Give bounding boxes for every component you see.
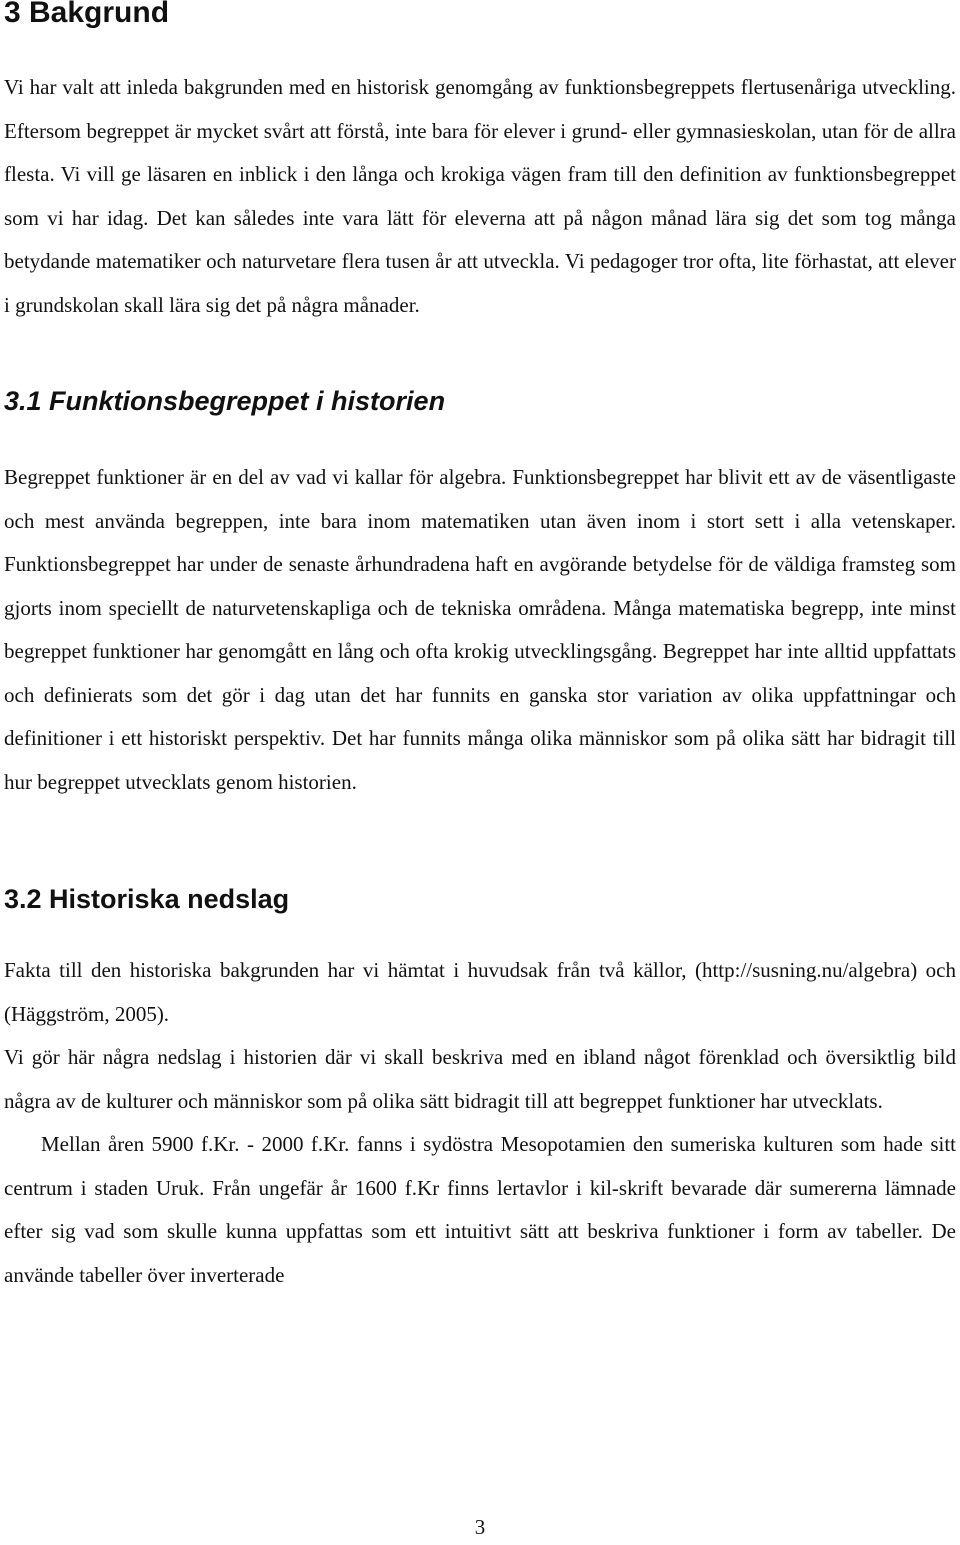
section-3-2-heading: 3.2 Historiska nedslag (4, 884, 290, 914)
section-3-1-paragraph: Begreppet funktioner är en del av vad vi kallar för algebra. Funktionsbegreppet har blivit ett av de väsentligaste och mest använda begreppen, inte bara inom matematiken utan även inom i stort sett i alla vetenskaper. Funktionsbegreppet har under de senaste århundradena haft en avgörande betydelse för de väldiga framsteg som gjorts inom speciellt de naturvetenskapliga och de tekniska områdena. Många matematiska begrepp, inte minst begreppet funktioner har genomgått en lång och ofta krokig utvecklingsgång. Begreppet har inte alltid uppfattats och definierats som det gör i dag utan det har funnits en ganska stor variation av olika uppfattningar och definitioner i ett historiskt perspektiv. Det har funnits många olika människor som på olika sätt har bidragit till hur begreppet utvecklats genom historien. (4, 465, 956, 794)
chapter-intro-paragraph: Vi har valt att inleda bakgrunden med en historisk genomgång av funktionsbegreppets flertusenåriga utveckling. Eftersom begreppet är mycket svårt att förstå, inte bara för elever i grund- eller gymnasieskolan, utan för de allra flesta. Vi vill ge läsaren en inblick i den långa och krokiga vägen fram till den definition av funktionsbegreppet som vi har idag. Det kan således inte vara lätt för eleverna att på någon månad lära sig det som tog många betydande matematiker och naturvetare flera tusen år att utveckla. Vi pedagoger tror ofta, lite förhastat, att elever i grundskolan skall lära sig det på några månader. (4, 75, 956, 317)
nedslag-intro-paragraph: Vi gör här några nedslag i historien där vi skall beskriva med en ibland något förenklad och översiktlig bild några av de kulturer och människor som på olika sätt bidragit till att begreppet funktioner har utvecklats. (4, 1045, 956, 1113)
page-content (4, 0, 956, 1297)
sources-paragraph: Fakta till den historiska bakgrunden har vi hämtat i huvudsak från två källor, (http://susning.nu/algebra) och (Häggström, 2005). (4, 958, 956, 1026)
chapter-heading: 3 Bakgrund (4, 0, 170, 29)
page-number: 3 (474, 1515, 486, 1539)
section-3-1-heading: 3.1 Funktionsbegreppet i historien (4, 386, 446, 416)
sumerian-paragraph: Mellan åren 5900 f.Kr. - 2000 f.Kr. fanns i sydöstra Mesopotamien den sumeriska kulturen som hade sitt centrum i staden Uruk. Från ungefär år 1600 f.Kr finns lertavlor i kil-skrift bevarade där sumererna lämnade efter sig vad som skulle kunna uppfattas som ett intuitivt sätt att beskriva funktioner i form av tabeller. De använde tabeller över inverterade (4, 1132, 956, 1287)
